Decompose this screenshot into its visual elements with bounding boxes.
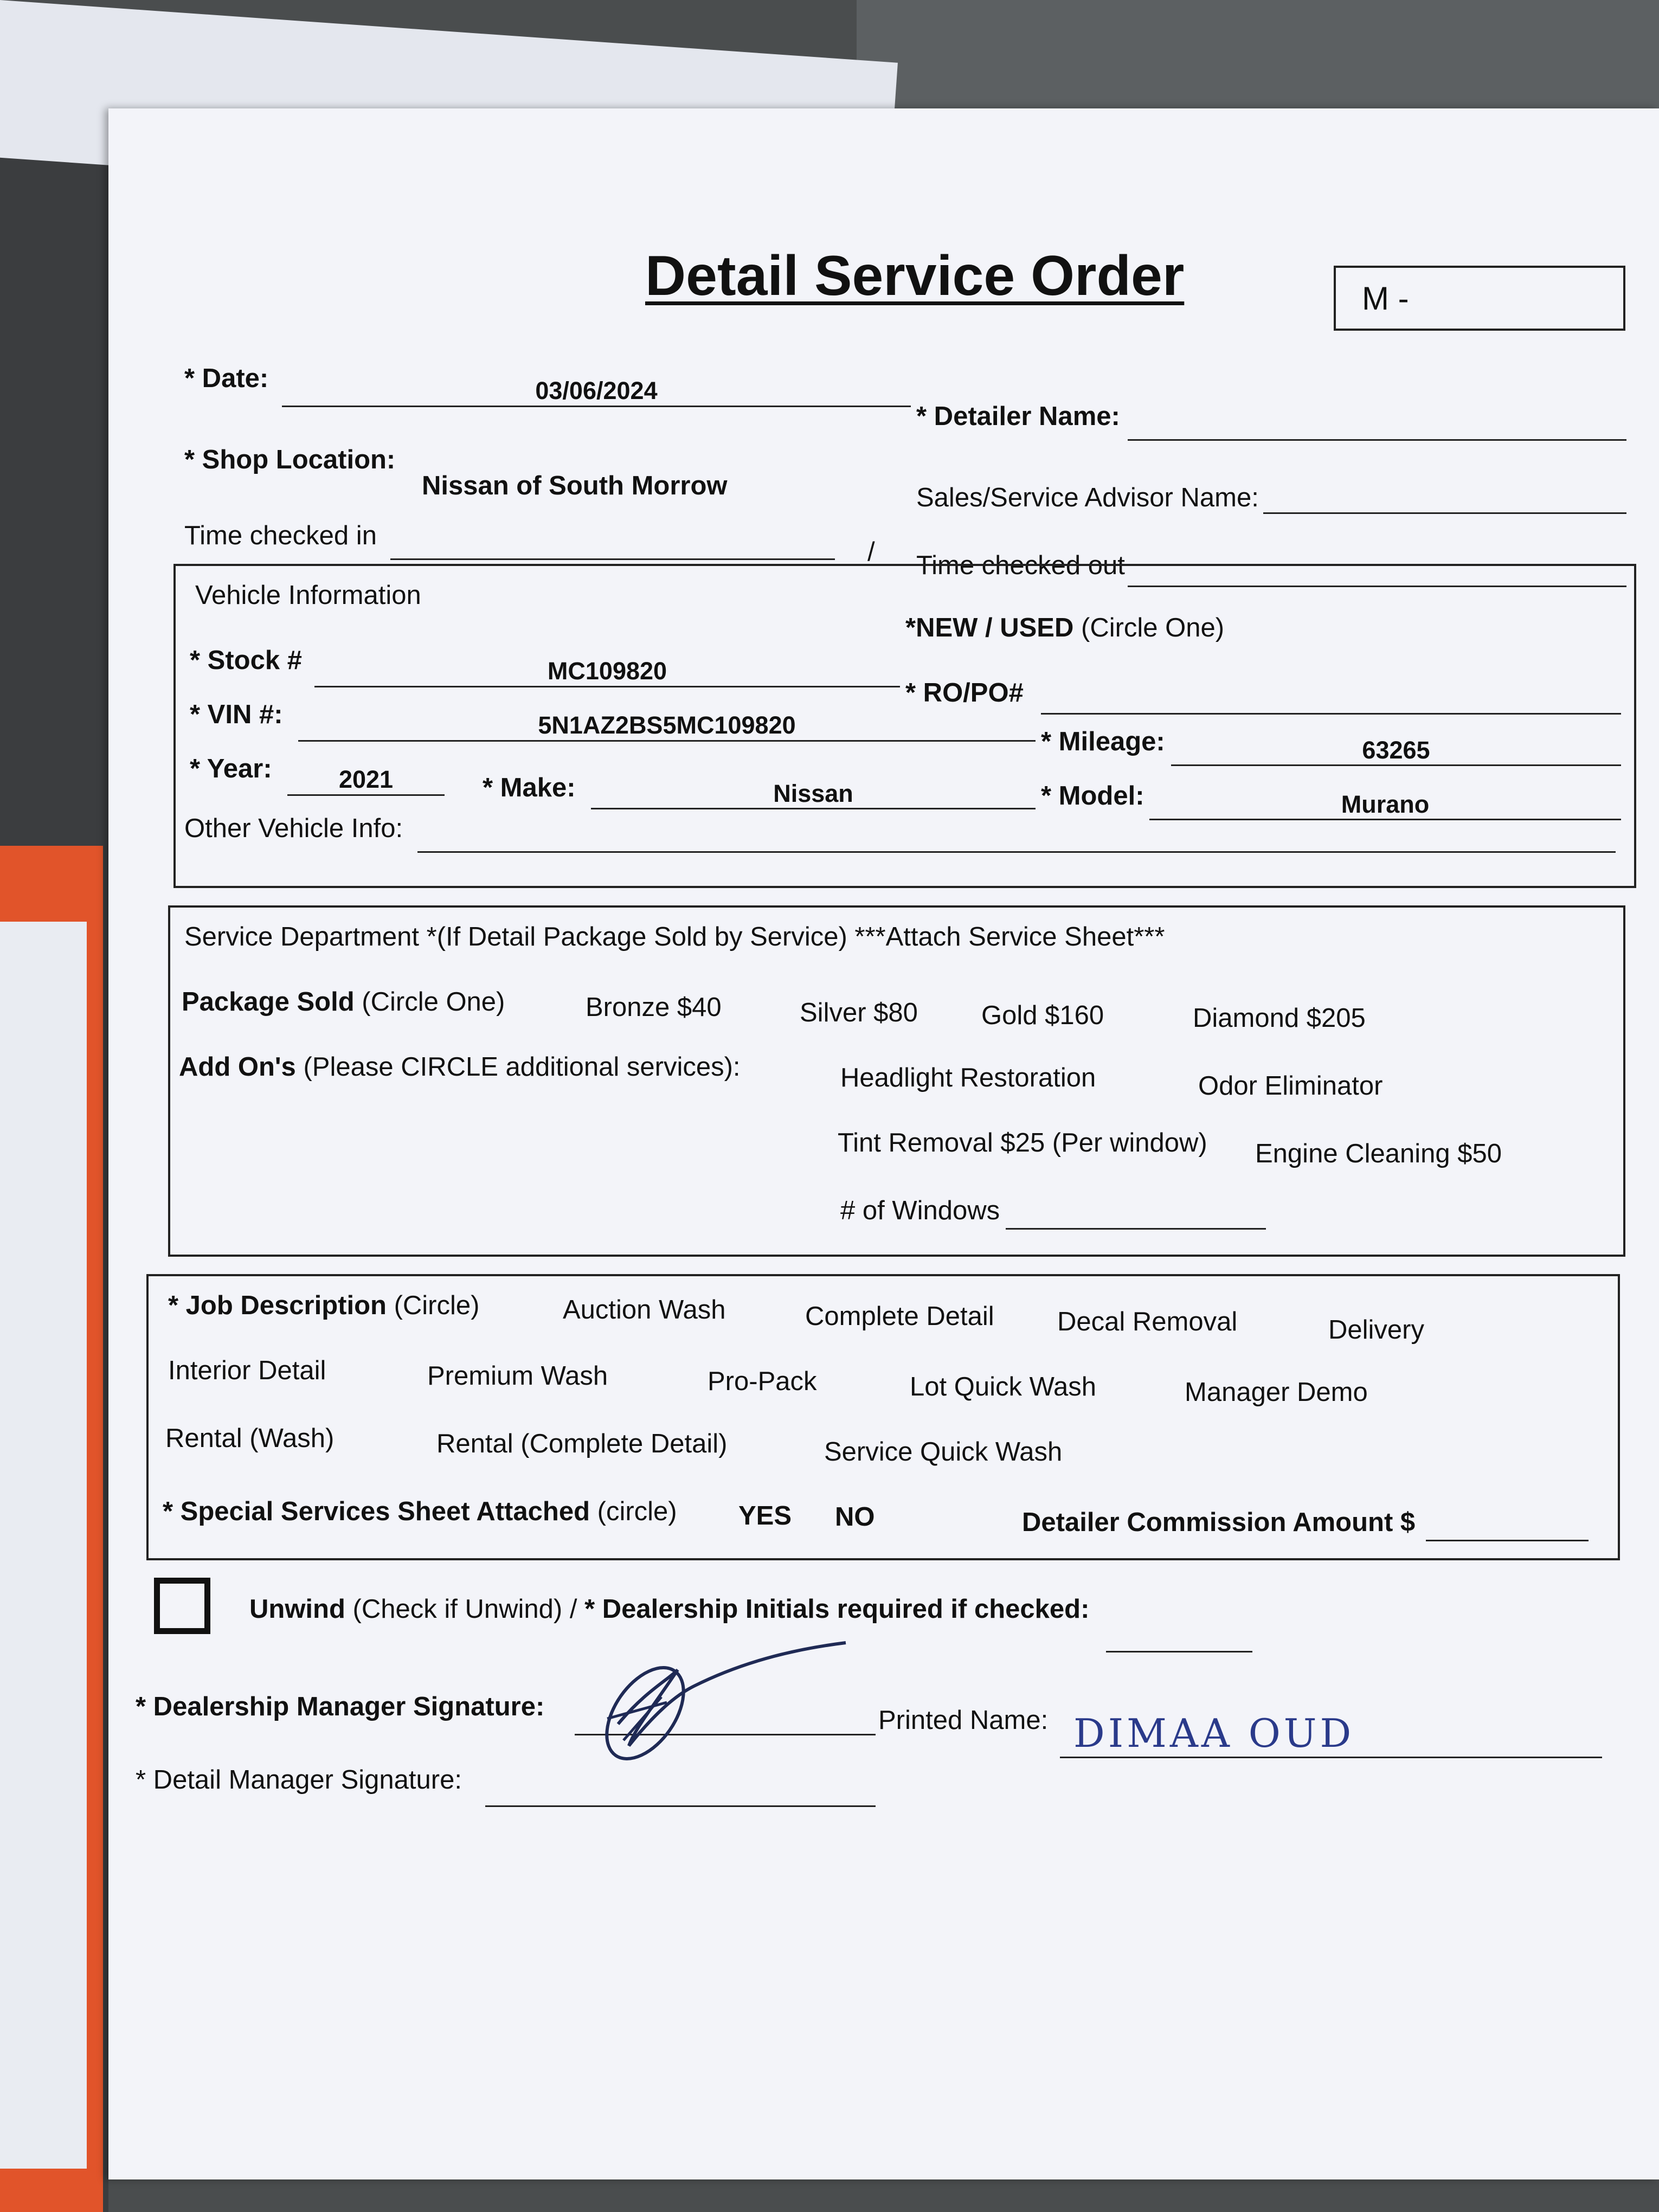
unwind-title: Unwind <box>249 1594 345 1624</box>
vin-value: 5N1AZ2BS5MC109820 <box>538 711 796 739</box>
job-premium-wash[interactable]: Premium Wash <box>427 1361 608 1391</box>
package-bronze[interactable]: Bronze $40 <box>586 993 722 1022</box>
job-description-title: * Job Description <box>168 1291 387 1320</box>
stock-line[interactable] <box>314 686 900 687</box>
windows-count-label: # of Windows <box>840 1196 1000 1225</box>
windows-count-line[interactable] <box>1006 1228 1266 1230</box>
special-services-label <box>163 1496 677 1527</box>
addon-tint-removal[interactable]: Tint Removal $25 (Per window) <box>838 1128 1207 1158</box>
job-auction-wash[interactable]: Auction Wash <box>563 1295 726 1324</box>
addon-engine-cleaning[interactable]: Engine Cleaning $50 <box>1255 1139 1502 1168</box>
mileage-line[interactable] <box>1171 764 1621 766</box>
service-department-heading: Service Department *(If Detail Package Sold by Service) ***Attach Service Sheet*** <box>184 922 1165 951</box>
job-lot-quick-wash[interactable]: Lot Quick Wash <box>910 1372 1097 1401</box>
unwind-checkbox[interactable] <box>154 1578 210 1634</box>
package-sold-label <box>182 987 505 1017</box>
order-number-box[interactable] <box>1334 266 1625 331</box>
package-diamond[interactable]: Diamond $205 <box>1193 1004 1366 1033</box>
addon-odor-eliminator[interactable]: Odor Eliminator <box>1198 1071 1383 1101</box>
stock-label: * Stock # <box>190 646 302 675</box>
time-in-label: Time checked in <box>184 521 377 550</box>
package-silver[interactable]: Silver $80 <box>800 998 918 1027</box>
stock-value: MC109820 <box>547 657 667 685</box>
commission-label: Detailer Commission Amount $ <box>1022 1508 1416 1537</box>
make-value: Nissan <box>773 780 853 807</box>
vin-label: * VIN #: <box>190 700 283 729</box>
year-value: 2021 <box>338 766 394 793</box>
detailer-name-line[interactable] <box>1128 439 1626 441</box>
make-label: * Make: <box>483 773 576 802</box>
model-label: * Model: <box>1041 781 1144 811</box>
advisor-name-line[interactable] <box>1263 512 1626 514</box>
add-ons-note: (Please CIRCLE additional services): <box>303 1052 741 1082</box>
date-value: 03/06/2024 <box>535 377 658 404</box>
service-order-form <box>108 108 1659 2179</box>
dealership-signature-label: * Dealership Manager Signature: <box>136 1692 545 1721</box>
job-interior-detail[interactable]: Interior Detail <box>168 1356 326 1385</box>
add-ons-title: Add On's <box>179 1052 296 1082</box>
job-rental-wash[interactable]: Rental (Wash) <box>165 1424 335 1453</box>
package-sold-title: Package Sold <box>182 987 355 1017</box>
form-title: Detail Service Order <box>645 245 1185 307</box>
vin-line[interactable] <box>298 740 1036 742</box>
ro-po-line[interactable] <box>1041 713 1621 715</box>
new-used-selector[interactable] <box>905 613 1224 643</box>
other-vehicle-info-label: Other Vehicle Info: <box>184 814 403 843</box>
special-services-note: (circle) <box>597 1497 677 1526</box>
dealership-manager-signature <box>586 1637 867 1773</box>
model-value: Murano <box>1341 790 1430 818</box>
vehicle-info-heading: Vehicle Information <box>195 581 421 610</box>
make-line[interactable] <box>591 808 1036 809</box>
shop-location-value: Nissan of South Morrow <box>422 471 728 500</box>
detail-manager-signature-line[interactable] <box>485 1805 876 1807</box>
printed-name-label: Printed Name: <box>878 1706 1049 1735</box>
commission-line[interactable] <box>1426 1540 1589 1541</box>
date-line[interactable] <box>282 406 911 407</box>
time-separator: / <box>867 537 875 567</box>
printed-name-value: DIMAA OUD <box>1073 1711 1355 1756</box>
package-sold-note: (Circle One) <box>362 987 505 1017</box>
mileage-value: 63265 <box>1362 736 1430 764</box>
advisor-name-label: Sales/Service Advisor Name: <box>916 483 1259 512</box>
add-ons-label <box>179 1052 741 1082</box>
job-description-label <box>168 1290 479 1321</box>
special-services-yes[interactable]: YES <box>738 1501 792 1531</box>
ro-po-label: * RO/PO# <box>905 678 1024 708</box>
time-in-line[interactable] <box>390 558 835 560</box>
background-paper-stack <box>0 922 87 2169</box>
job-decal-removal[interactable]: Decal Removal <box>1057 1307 1238 1336</box>
printed-name-line[interactable] <box>1060 1757 1602 1758</box>
job-rental-complete-detail[interactable]: Rental (Complete Detail) <box>436 1429 728 1458</box>
job-description-note: (Circle) <box>394 1291 480 1320</box>
job-delivery[interactable]: Delivery <box>1328 1315 1424 1345</box>
year-line[interactable] <box>287 794 445 796</box>
other-vehicle-info-line[interactable] <box>417 851 1616 853</box>
initials-required-label: * Dealership Initials required if checked: <box>584 1594 1090 1624</box>
special-services-title: * Special Services Sheet Attached <box>163 1497 590 1526</box>
job-service-quick-wash[interactable]: Service Quick Wash <box>824 1437 1063 1467</box>
job-manager-demo[interactable]: Manager Demo <box>1185 1378 1368 1407</box>
unwind-label <box>249 1594 1089 1624</box>
new-used-options: *NEW / USED <box>905 613 1074 642</box>
year-label: * Year: <box>190 754 272 783</box>
initials-line[interactable] <box>1106 1651 1252 1652</box>
detailer-name-label: * Detailer Name: <box>916 402 1120 431</box>
model-line[interactable] <box>1149 819 1621 820</box>
mileage-label: * Mileage: <box>1041 727 1165 756</box>
addon-headlight-restoration[interactable]: Headlight Restoration <box>840 1063 1096 1092</box>
shop-location-label: * Shop Location: <box>184 445 396 474</box>
order-number-prefix: M - <box>1362 280 1409 317</box>
job-complete-detail[interactable]: Complete Detail <box>805 1302 994 1331</box>
job-pro-pack[interactable]: Pro-Pack <box>708 1367 817 1396</box>
date-label: * Date: <box>184 364 269 393</box>
new-used-note: (Circle One) <box>1081 613 1225 642</box>
unwind-note: (Check if Unwind) / <box>352 1594 577 1624</box>
time-out-label: Time checked out <box>916 551 1125 580</box>
special-services-no[interactable]: NO <box>835 1502 875 1532</box>
detail-manager-signature-label: * Detail Manager Signature: <box>136 1765 462 1795</box>
package-gold[interactable]: Gold $160 <box>981 1001 1104 1030</box>
